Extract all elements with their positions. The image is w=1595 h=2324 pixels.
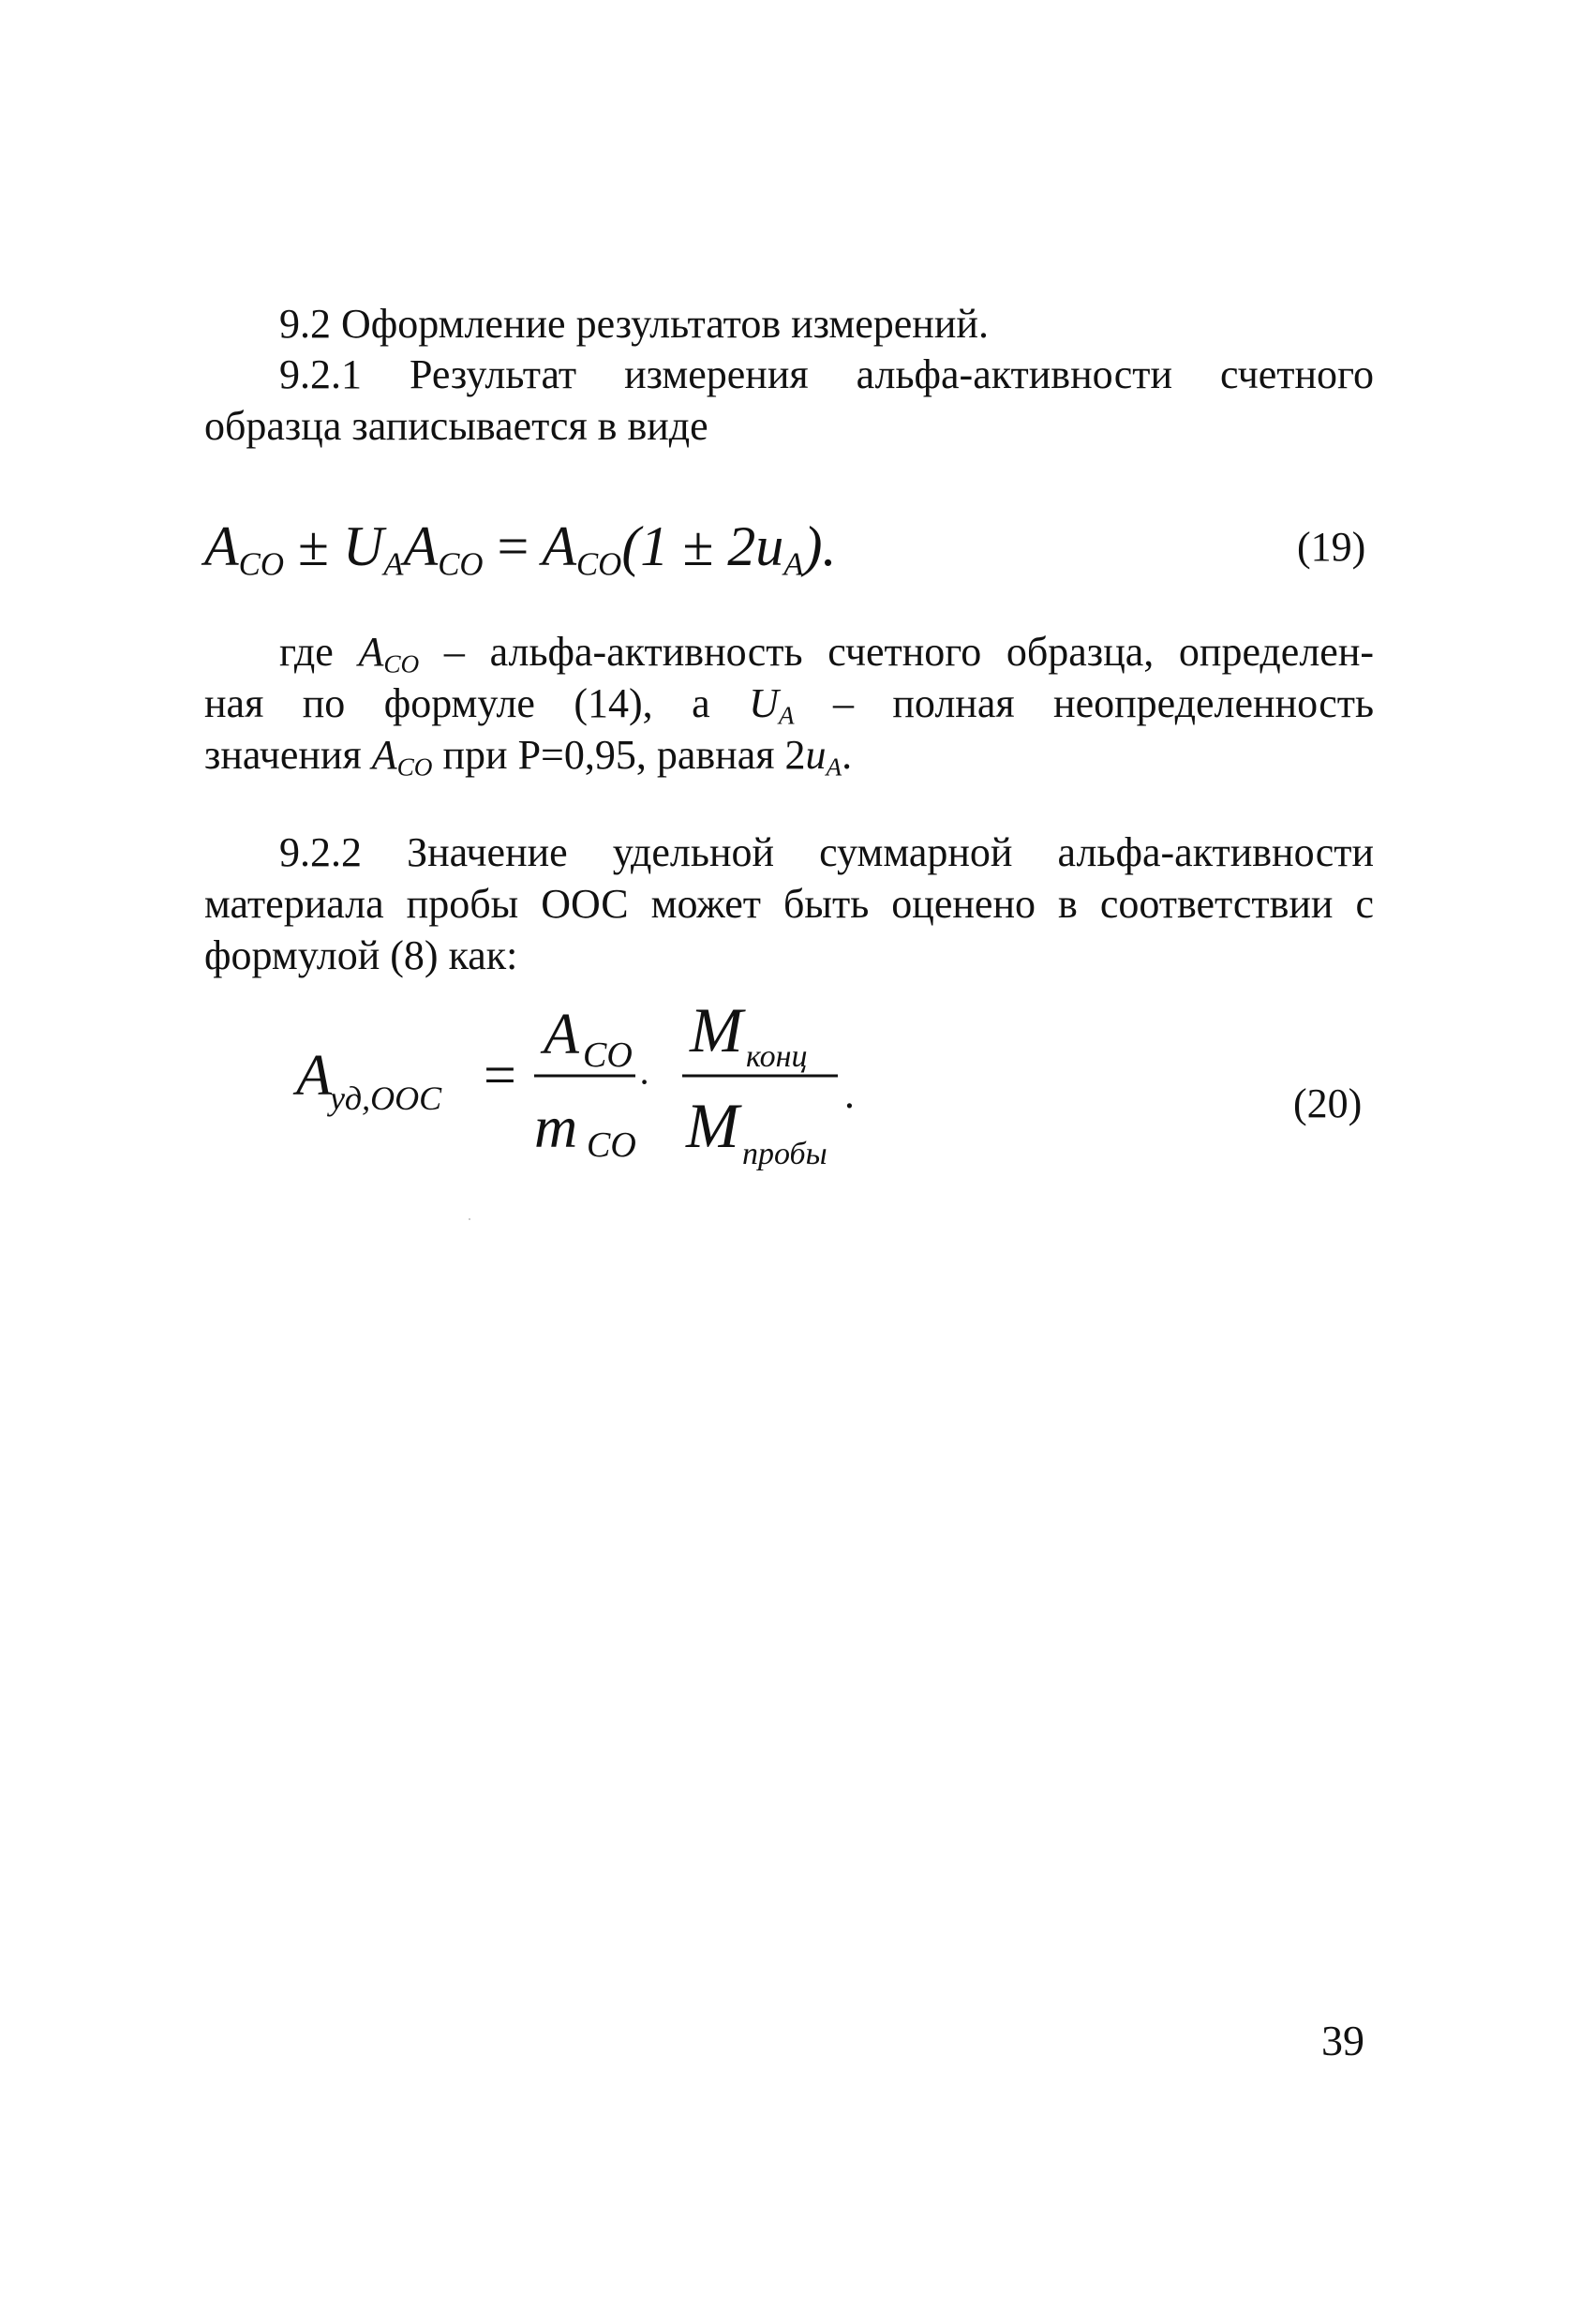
eq19-sub-co-3: CO: [575, 545, 622, 583]
eq19-equals: =: [497, 515, 529, 577]
eq20-num2-sub: конц: [746, 1039, 808, 1074]
eq20-lhs-sub: уд,ООС: [330, 1080, 442, 1117]
eq20-den2-sub: пробы: [742, 1137, 827, 1171]
paragraph-where-line-2: ная по формуле (14), а $U_A$ – полная неопределенность: [204, 680, 1375, 730]
paragraph-9-2-1: [204, 349, 1374, 452]
eq19-term-a: A: [204, 515, 239, 577]
eq20-den2-m: M: [686, 1090, 739, 1161]
eq19-close: ).: [803, 515, 837, 577]
equation-19: [204, 514, 837, 583]
paragraph-9-2-2: [204, 827, 1374, 981]
eq19-term-u: U: [342, 515, 384, 577]
page-number: 39: [1321, 2017, 1364, 2064]
eq20-end: .: [845, 1071, 856, 1117]
eq19-plus-minus: ±: [298, 515, 329, 577]
paragraph-where-line-1: где $A_{CO}$ – альфа-активность счетного образца, определен-: [279, 629, 1375, 678]
eq20-lhs-a: A: [296, 1044, 332, 1108]
eq20-dot: ·: [639, 1061, 648, 1103]
eq20-num2-m: M: [690, 994, 743, 1065]
paragraph-9-2-1-line-1: 9.2.1 Результат измерения альфа-активности счетного: [279, 351, 1374, 397]
eq19-term-a-2: A: [403, 515, 439, 577]
eq19-sub-a: A: [383, 545, 404, 583]
paragraph-9-2-2-line-3: формулой (8) как:: [204, 932, 518, 978]
paragraph-9-2-2-line-1: 9.2.2 Значение удельной суммарной альфа-активности: [279, 829, 1374, 875]
eq20-num1-sub: CO: [583, 1035, 633, 1075]
paragraph-where-line-3: значения $A_{CO}$ при P=0,95, равная $2u_A$.: [204, 732, 853, 782]
eq19-term-u-small: u: [755, 515, 784, 577]
eq19-sub-co: CO: [238, 545, 284, 583]
equation-20: [281, 986, 881, 1173]
where-term-u: U: [749, 680, 779, 726]
paragraph-where: [204, 626, 1374, 781]
eq19-term-a-3: A: [542, 515, 576, 577]
section-heading: 9.2 Оформление результатов измерений.: [279, 301, 989, 347]
eq19-open: (1 ± 2: [621, 515, 756, 577]
where-term-u-small: u: [805, 732, 827, 778]
eq20-num1-a: A: [544, 1003, 579, 1066]
where-term-a-2: A: [371, 732, 397, 778]
eq20-equals: =: [480, 1044, 519, 1108]
equation-19-number: (19): [1297, 524, 1366, 570]
paragraph-9-2-2-line-2: материала пробы ООС может быть оценено в соответствии с: [204, 881, 1374, 927]
eq20-den1-m: m: [534, 1094, 578, 1160]
scan-speck: [469, 1218, 470, 1220]
eq19-sub-co-2: CO: [438, 545, 484, 583]
paragraph-9-2-1-line-2: образца записывается в виде: [204, 403, 708, 449]
eq20-den1-sub: CO: [587, 1125, 636, 1165]
equation-20-number: (20): [1293, 1080, 1363, 1126]
eq19-sub-a-2: A: [783, 545, 804, 583]
where-term-a: A: [358, 629, 384, 675]
